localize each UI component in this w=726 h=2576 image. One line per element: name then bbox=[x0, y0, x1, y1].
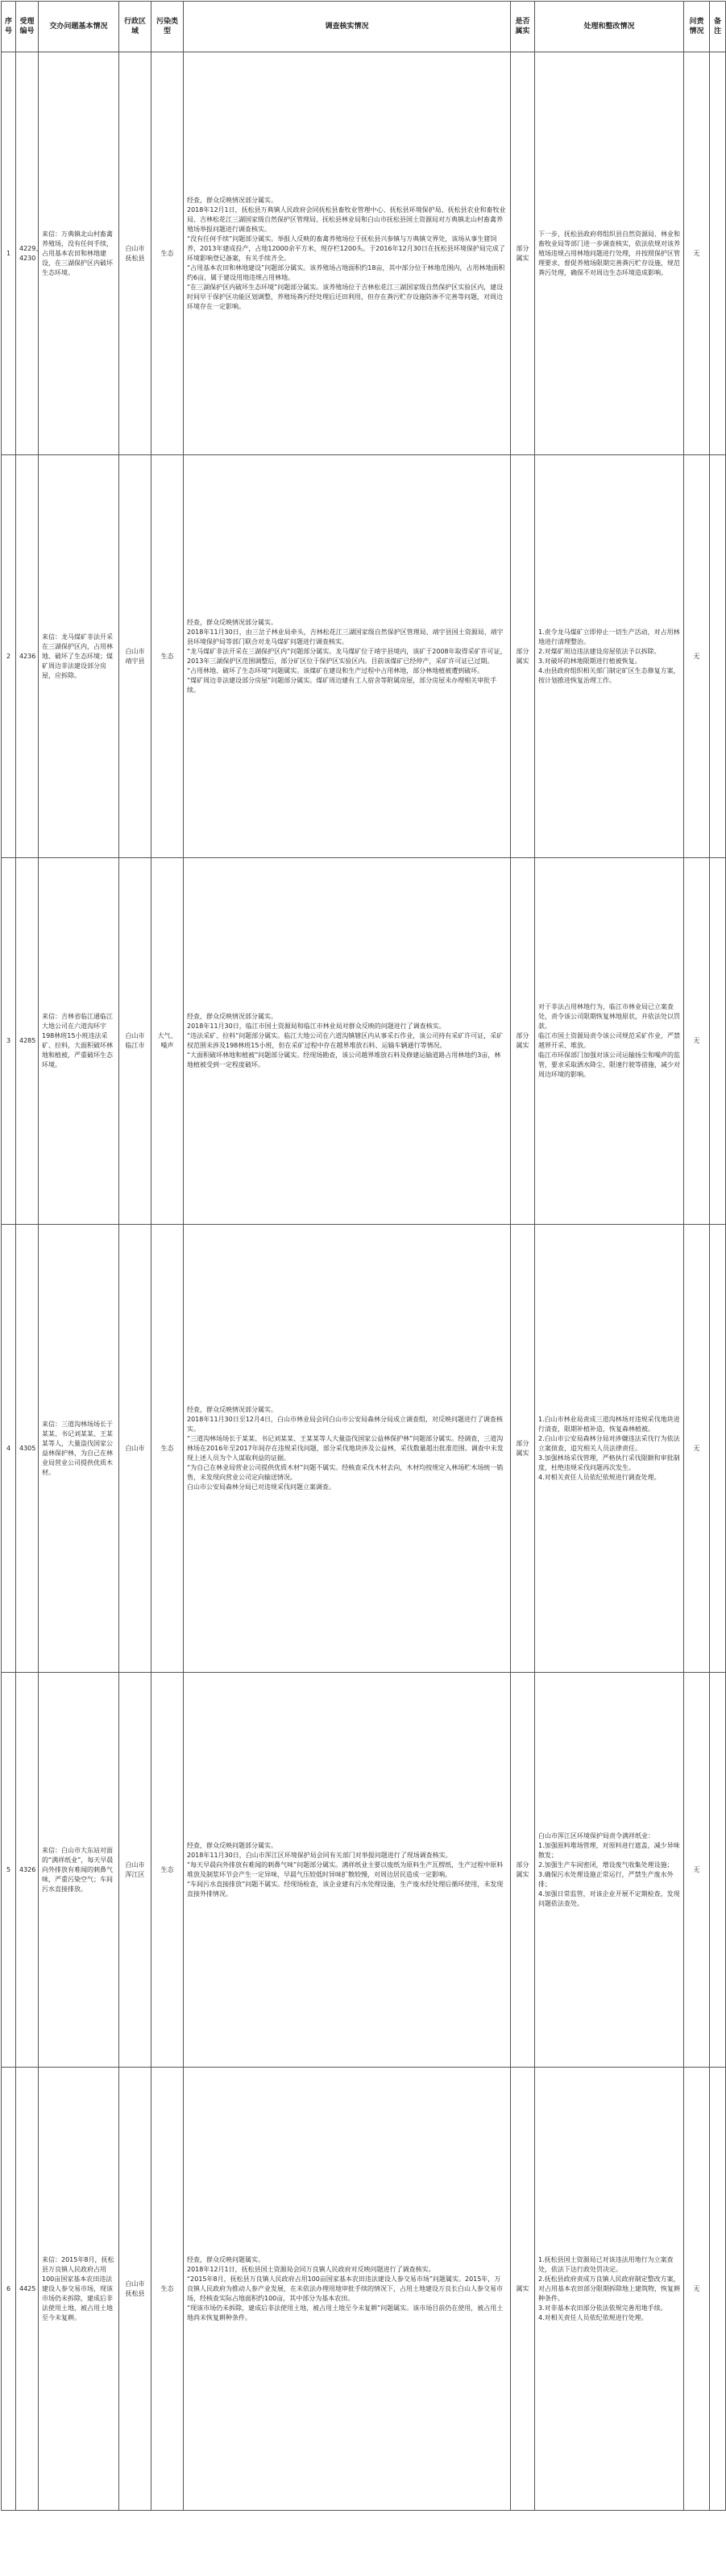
cell-issue: 来信：吉林省临江通临江大地公司在六道沟环宇198林班15小班违法采矿、拉料，大面积破坏林地和植被，严重破坏生态环境。 bbox=[39, 858, 119, 1225]
cell-handling: 下一步，抚松县政府将组织县自然资源局、林业和畜牧业局等部门进一步调查核实，依法依规对该养殖场违规占用林地问题进行处理，并按照保护区管理要求，督促养殖场限期完善粪污贮存设施，规范粪污处理，确保不对周边生态环境造成影响。 bbox=[535, 52, 684, 455]
cell-receipt-no: 4285 bbox=[16, 858, 39, 1225]
table-row bbox=[2, 455, 726, 858]
header-handling: 处理和整改情况 bbox=[535, 2, 684, 52]
table-row bbox=[2, 1225, 726, 1673]
table-row bbox=[2, 2068, 726, 2511]
cell-remark bbox=[710, 1225, 726, 1673]
cell-issue: 来信：三道沟林场场长于某某、书记刘某某、王某某等人，大量盗伐国家公益林保护林，为自己在林业局营业公司提供优质木材。 bbox=[39, 1225, 119, 1673]
header-accountability: 问责情况 bbox=[684, 2, 710, 52]
cell-investigation: 经查，群众反映问题属实。 2018年12月1日，抚松县国土资源局会同万良镇人民政府对反映问题进行了调查核实。 “2015年8月，抚松县万良镇人民政府占用100亩国家基本农田违法建设人参交易市场”问题属实。2015年，万良镇人民政府为推动人参产业发展，在未依法办理用地审批手续的情况下，占用土地建设万良长白山人参交易市场，经核查实际占地面积约100亩，其中部分为基本农田。 “现该市场仍未拆除，建成后非法使用土地，被占用土地至今未复耕”问题属实。该市场目前仍在使用，被占用土地尚未恢复耕种条件。 bbox=[184, 2068, 511, 2511]
cell-remark bbox=[710, 2068, 726, 2511]
cell-accountability: 无 bbox=[684, 1673, 710, 2068]
cell-pollution: 生态 bbox=[151, 1673, 184, 2068]
cell-receipt-no: 4425 bbox=[16, 2068, 39, 2511]
cell-accountability: 无 bbox=[684, 455, 710, 858]
cell-region: 白山市 bbox=[119, 1225, 151, 1673]
cell-region: 白山市抚松县 bbox=[119, 52, 151, 455]
header-region: 行政区域 bbox=[119, 2, 151, 52]
cell-issue: 来信：白山市大东站对面的“满祥纸业”，每天早晨向外排放有难闻的刺鼻气味，严重污染空气；车间污水直接排放。 bbox=[39, 1673, 119, 2068]
cell-seq: 4 bbox=[2, 1225, 16, 1673]
cell-receipt-no: 4326 bbox=[16, 1673, 39, 2068]
cell-is-true: 部分属实 bbox=[511, 858, 535, 1225]
cell-investigation: 经查，群众反映情况部分属实。 2018年11月30日，由三岔子林业局牵头，吉林松花江三湖国家级自然保护区管理局、靖宇县国土资源局、靖宇县环境保护局等部门联合对龙马煤矿问题进行调查核实。 “龙马煤矿非法开采在三湖保护区内”问题部分属实。龙马煤矿位于靖宇县境内，该矿于2008年取得采矿许可证，2013年三湖保护区范围调整后，部分矿区位于保护区实验区内。目前该煤矿已经停产，采矿许可证已过期。 “占用林地、破坏了生态环境”问题属实。该煤矿在建设和生产过程中占用林地，部分林地植被遭到破坏。 “煤矿周边非法建设部分房屋”问题部分属实。煤矿周边建有工人宿舍等附属房屋，部分房屋未办理相关审批手续。 bbox=[184, 455, 511, 858]
header-issue: 交办问题基本情况 bbox=[39, 2, 119, 52]
header-is-true: 是否属实 bbox=[511, 2, 535, 52]
cell-pollution: 大气、噪声 bbox=[151, 858, 184, 1225]
cell-is-true: 部分属实 bbox=[511, 52, 535, 455]
cell-remark bbox=[710, 1673, 726, 2068]
cell-investigation: 经查，群众反映情况部分属实。 2018年11月30日，临江市国土资源局和临江市林业局对群众反映的问题进行了调查核实。 “违法采矿、拉料”问题部分属实。临江大地公司在六道沟镇辖区内从事采石作业，该公司持有采矿许可证，采矿权范围未涉及198林班15小班，但在采矿过程中存在越界堆放石料、运输车辆通行等情况。 “大面积破坏林地和植被”问题部分属实。经现场勘查，该公司越界堆放石料及修建运输道路占用林地约3亩，林地植被受到一定程度破坏。 bbox=[184, 858, 511, 1225]
table-row bbox=[2, 1673, 726, 2068]
cell-is-true: 部分属实 bbox=[511, 455, 535, 858]
cell-accountability: 无 bbox=[684, 858, 710, 1225]
cell-accountability: 无 bbox=[684, 2068, 710, 2511]
cell-accountability: 无 bbox=[684, 1225, 710, 1673]
cell-handling: 对于非法占用林地行为，临江市林业局已立案查处，责令该公司限期恢复林地原状，并依法处以罚款。 临江市国土资源局责令该公司规范采矿作业，严禁越界开采、堆放。 临江市环保部门加强对该公司运输扬尘和噪声的监管，要求采取洒水降尘、限速行驶等措施，减少对周边环境的影响。 bbox=[535, 858, 684, 1225]
cell-pollution: 生态 bbox=[151, 1225, 184, 1673]
cell-handling: 1.白山市林业局责成三道沟林场对违规采伐地块进行清查，限期补植补造，恢复森林植被。 2.白山市公安局森林分局对涉嫌违法采伐行为依法立案侦查，追究相关人员法律责任。 3.加强林场采伐管理，严格执行采伐限额和审批制度，杜绝违规采伐问题再次发生。 4.对相关责任人员依纪依规进行调查处理。 bbox=[535, 1225, 684, 1673]
cell-pollution: 生态 bbox=[151, 52, 184, 455]
cell-handling: 白山市浑江区环境保护局责令满祥纸业： 1.加强原料堆场管理，对原料进行遮盖，减少异味散发； 2.加强生产车间密闭，增设废气收集处理设施； 3.确保污水处理设施正常运行，严禁生产废水外排； 4.加强日常监管，对该企业开展不定期检查，发现问题依法查处。 bbox=[535, 1673, 684, 2068]
cell-remark bbox=[710, 858, 726, 1225]
cell-handling: 1.责令龙马煤矿立即停止一切生产活动，对占用林地进行清理整治。 2.对煤矿周边违法建设房屋依法予以拆除。 3.对破坏的林地限期进行植被恢复。 4.由县政府组织相关部门制定矿区生态修复方案，按计划推进恢复治理工作。 bbox=[535, 455, 684, 858]
cell-is-true: 属实 bbox=[511, 2068, 535, 2511]
table-row bbox=[2, 52, 726, 455]
cell-seq: 6 bbox=[2, 2068, 16, 2511]
cell-region: 白山市浑江区 bbox=[119, 1673, 151, 2068]
cell-investigation: 经查，群众反映情况部分属实。 2018年12月1日，抚松县万典镇人民政府会同抚松县畜牧业管理中心、抚松县环境保护局、抚松县农业和畜牧业局、吉林松花江三湖国家级自然保护区管理局、抚松县林业局和白山市抚松县国土资源局对万典镇北山村畜禽养殖场举报问题进行调查核实。 “没有任何手续”问题部分属实。举报人反映的畜禽养殖场位于抚松县兴参镇与万典镇交界处，该场从事生猪饲养，2013年建成投产，占地12000余平方米，现存栏1200头。于2016年12月30日在抚松县环境保护局完成了环境影响登记备案，有关手续齐全。 “占用基本农田和林地建设”问题部分属实。该养殖场占地面积约18亩，其中部分位于林地范围内，占用林地面积约6亩，属于建设用地违规占用林地。 “在三湖保护区内破坏生态环境”问题部分属实。该养殖场位于吉林松花江三湖国家级自然保护区实验区内，建设时间早于保护区功能区划调整，养殖场粪污经处理后还田利用，但存在粪污贮存设施防渗不完善等问题，对周边环境存在一定影响。 bbox=[184, 52, 511, 455]
cell-investigation: 经查，群众反映情况部分属实。 2018年11月30日至12月4日，白山市林业局会同白山市公安局森林分局成立调查组，对反映问题进行了调查核实。 “三道沟林场场长于某某、书记刘某某、王某某等人大量盗伐国家公益林保护林”问题部分属实。经调查，三道沟林场在2016年至2017年间存在违规采伐问题，部分采伐地块涉及公益林，采伐数量超出批准范围。调查中未发现上述人员为个人谋取利益的证据。 “为自己在林业局营业公司提供优质木材”问题不属实。经核查采伐木材去向，木材均按规定入林场贮木场统一销售，未发现向营业公司定向输送情况。 白山市公安局森林分局已对违规采伐问题立案调查。 bbox=[184, 1225, 511, 1673]
cell-is-true: 部分属实 bbox=[511, 1225, 535, 1673]
cell-receipt-no: 4236 bbox=[16, 455, 39, 858]
cell-issue: 来信：万典镇北山村畜禽养殖场，没有任何手续，占用基本农田和林地建设，在三湖保护区内破坏生态环境。 bbox=[39, 52, 119, 455]
petition-table bbox=[1, 1, 726, 2511]
cell-seq: 2 bbox=[2, 455, 16, 858]
cell-region: 白山市抚松县 bbox=[119, 2068, 151, 2511]
header-investigation: 调查核实情况 bbox=[184, 2, 511, 52]
cell-receipt-no: 4305 bbox=[16, 1225, 39, 1673]
cell-issue: 来信：2015年8月，抚松县万良镇人民政府占用100亩国家基本农田违法建设人参交易市场，现该市场仍未拆除，建成后非法使用土地，被占用土地至今未复耕。 bbox=[39, 2068, 119, 2511]
header-remark: 备注 bbox=[710, 2, 726, 52]
cell-seq: 3 bbox=[2, 858, 16, 1225]
table-row bbox=[2, 858, 726, 1225]
cell-seq: 1 bbox=[2, 52, 16, 455]
header-row bbox=[2, 2, 726, 52]
header-receipt-no: 受理编号 bbox=[16, 2, 39, 52]
cell-receipt-no: 4229、4230 bbox=[16, 52, 39, 455]
cell-pollution: 生态 bbox=[151, 2068, 184, 2511]
cell-remark bbox=[710, 455, 726, 858]
header-seq: 序号 bbox=[2, 2, 16, 52]
cell-is-true: 部分属实 bbox=[511, 1673, 535, 2068]
cell-pollution: 生态 bbox=[151, 455, 184, 858]
cell-remark bbox=[710, 52, 726, 455]
header-pollution: 污染类型 bbox=[151, 2, 184, 52]
cell-region: 白山市临江市 bbox=[119, 858, 151, 1225]
cell-accountability: 无 bbox=[684, 52, 710, 455]
cell-seq: 5 bbox=[2, 1673, 16, 2068]
cell-handling: 1.抚松县国土资源局已对该违法用地行为立案查处，依法下达行政处罚决定。 2.抚松县政府责成万良镇人民政府制定整改方案，对占用基本农田部分限期拆除地上建筑物，恢复耕种条件。 3.对非基本农田部分依法依规完善用地手续。 4.对相关责任人员依纪依规进行处理。 bbox=[535, 2068, 684, 2511]
cell-region: 白山市靖宇县 bbox=[119, 455, 151, 858]
cell-investigation: 经查，群众反映问题部分属实。 2018年11月30日，白山市浑江区环境保护局会同有关部门对举报问题进行了现场调查核实。 “每天早晨向外排放有难闻的刺鼻气味”问题部分属实。满祥纸业主要以废纸为原料生产瓦楞纸，生产过程中原料堆放及制浆环节会产生一定异味，早晨气压较低时异味扩散较慢，对周边居民造成一定影响。 “车间污水直接排放”问题不属实。经现场检查，该企业建有污水处理设施，生产废水经处理后循环使用，未发现直接外排情况。 bbox=[184, 1673, 511, 2068]
cell-issue: 来信：龙马煤矿非法开采在三湖保护区内，占用林地、破坏了生态环境；煤矿周边非法建设部分房屋，应拆除。 bbox=[39, 455, 119, 858]
